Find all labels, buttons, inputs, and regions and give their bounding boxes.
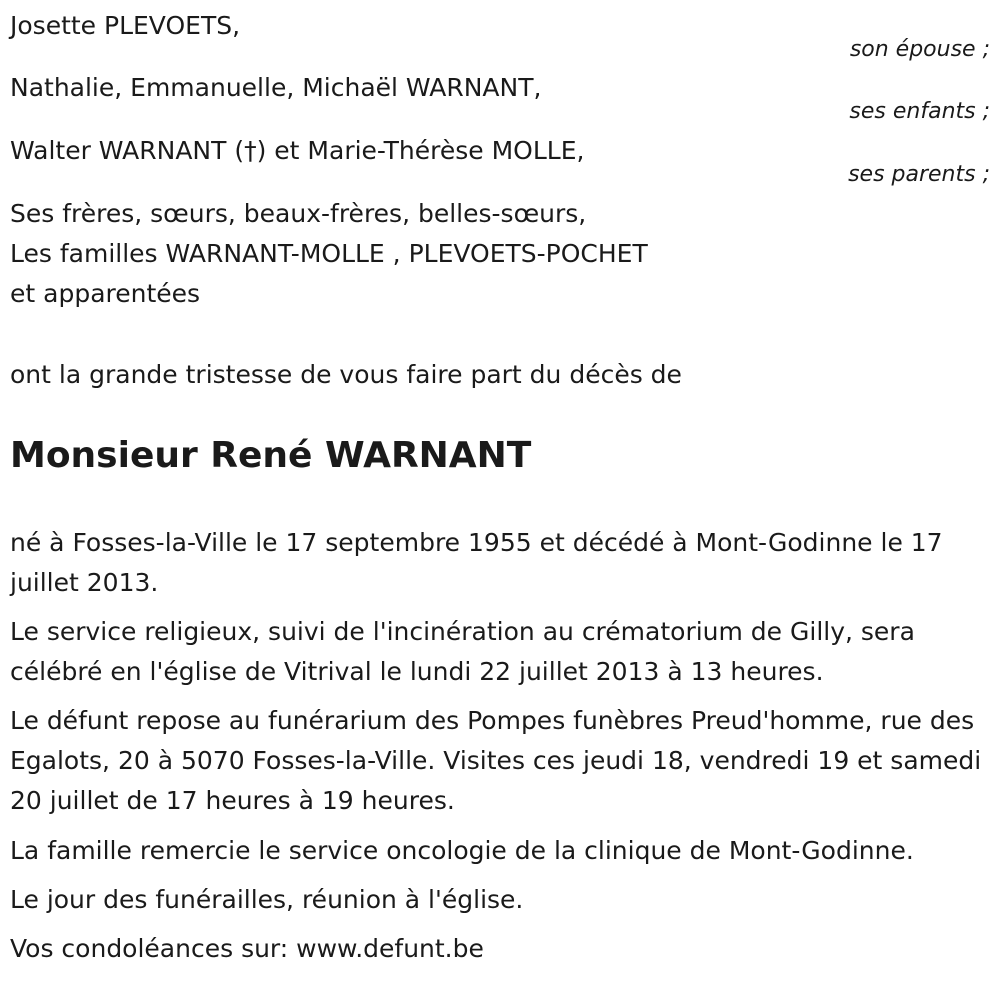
families-line: Les familles WARNANT-MOLLE , PLEVOETS-POCHET bbox=[10, 239, 648, 268]
parents-role: ses parents ; bbox=[848, 162, 990, 187]
children-role: ses enfants ; bbox=[849, 99, 990, 124]
repose-paragraph: Le défunt repose au funérarium des Pompes funèbres Preud'homme, rue des Egalots, 20 à 5070 Fosses-la-Ville. Visites ces jeudi 18, vendredi 19 et samedi 20 juillet de 17 heures à 19 heures. bbox=[10, 706, 982, 815]
condolences-paragraph: Vos condoléances sur: www.defunt.be bbox=[10, 934, 484, 963]
related-line: et apparentées bbox=[10, 279, 201, 308]
deceased-name: Monsieur René WARNANT bbox=[10, 435, 532, 476]
birth-death-paragraph: né à Fosses-la-Ville le 17 septembre 1955 et décédé à Mont-Godinne le 17 juillet 2013. bbox=[10, 528, 943, 597]
spouse-name: Josette PLEVOETS, bbox=[10, 11, 241, 40]
service-paragraph: Le service religieux, suivi de l'incinération au crématorium de Gilly, sera célébré en l'église de Vitrival le lundi 22 juillet 2013 à 13 heures. bbox=[10, 617, 915, 686]
children-names: Nathalie, Emmanuelle, Michaël WARNANT, bbox=[10, 73, 542, 102]
thanks-paragraph: La famille remercie le service oncologie de la clinique de Mont-Godinne. bbox=[10, 836, 914, 865]
spouse-role: son épouse ; bbox=[849, 37, 990, 62]
siblings-line: Ses frères, sœurs, beaux-frères, belles-sœurs, bbox=[10, 199, 587, 228]
announcement-text: ont la grande tristesse de vous faire part du décès de bbox=[10, 360, 682, 389]
parents-names: Walter WARNANT (†) et Marie-Thérèse MOLLE, bbox=[10, 136, 585, 165]
funeral-day-paragraph: Le jour des funérailles, réunion à l'église. bbox=[10, 885, 524, 914]
